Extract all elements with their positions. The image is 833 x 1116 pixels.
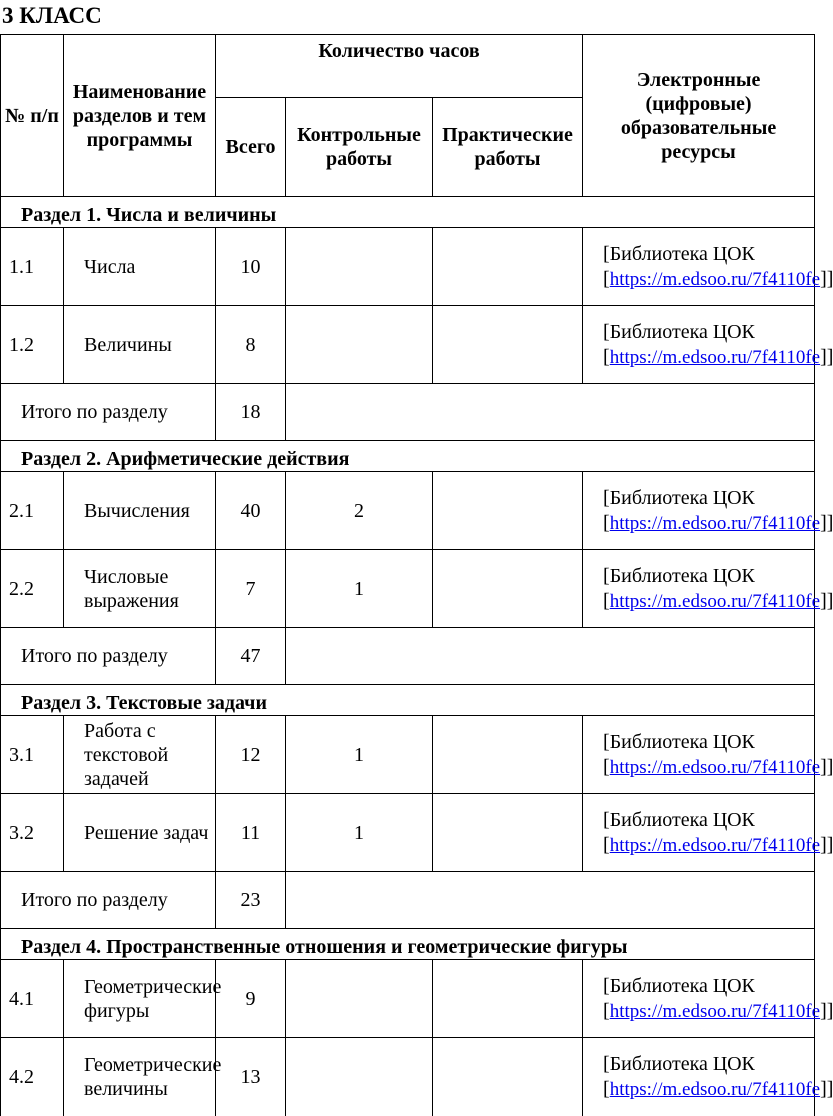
row-total: 13 — [216, 1038, 286, 1116]
table-row — [1, 472, 815, 550]
row-resource — [583, 1038, 833, 1116]
header-total: Всего — [216, 98, 286, 197]
header-name: Наименование разделов и тем программы — [64, 35, 216, 197]
row-resource — [583, 472, 833, 550]
resource-link[interactable]: https://m.edsoo.ru/7f4110fe — [609, 268, 821, 290]
row-practice — [433, 794, 583, 872]
row-name: Геометрические фигуры — [64, 960, 216, 1038]
subtotal-row — [1, 872, 815, 929]
resource-link[interactable]: https://m.edsoo.ru/7f4110fe — [609, 512, 821, 534]
table-row — [1, 1038, 815, 1116]
page-title: 3 КЛАСС — [2, 3, 102, 28]
header-hours: Количество часов — [216, 35, 583, 98]
row-total: 10 — [216, 228, 286, 306]
resource-prefix: [Библиотека ЦОК [ — [603, 486, 755, 534]
curriculum-table — [0, 34, 833, 1116]
resource-link[interactable]: https://m.edsoo.ru/7f4110fe — [609, 1078, 821, 1100]
row-total: 9 — [216, 960, 286, 1038]
section-title: Раздел 1. Числа и величины — [1, 197, 815, 228]
resource-suffix: ]] — [820, 999, 833, 1022]
resource-prefix: [Библиотека ЦОК [ — [603, 808, 755, 856]
resource-suffix: ]] — [820, 345, 833, 368]
resource-link[interactable]: https://m.edsoo.ru/7f4110fe — [609, 834, 821, 856]
row-control: 2 — [286, 472, 433, 550]
subtotal-label: Итого по разделу — [1, 628, 216, 685]
row-control: 1 — [286, 794, 433, 872]
row-resource — [583, 228, 833, 306]
resource-prefix: [Библиотека ЦОК [ — [603, 564, 755, 612]
table-body — [1, 197, 833, 1116]
subtotal-value: 18 — [216, 384, 286, 441]
resource-suffix: ]] — [820, 511, 833, 534]
table-row — [1, 550, 815, 628]
row-resource — [583, 716, 833, 794]
subtotal-row — [1, 628, 815, 685]
header-resources: Электронные (цифровые) образовательные ресурсы — [583, 35, 815, 197]
row-total: 12 — [216, 716, 286, 794]
section-row — [1, 441, 815, 472]
section-row — [1, 685, 815, 716]
resource-suffix: ]] — [820, 1077, 833, 1100]
row-number: 4.1 — [1, 960, 64, 1038]
header-row-1 — [1, 35, 815, 98]
row-resource — [583, 306, 833, 384]
row-practice — [433, 472, 583, 550]
row-number: 3.2 — [1, 794, 64, 872]
row-name: Величины — [64, 306, 216, 384]
resource-prefix: [Библиотека ЦОК [ — [603, 1052, 755, 1100]
row-control — [286, 228, 433, 306]
subtotal-empty — [286, 628, 815, 685]
row-number: 2.1 — [1, 472, 64, 550]
row-practice — [433, 1038, 583, 1116]
subtotal-row — [1, 384, 815, 441]
row-practice — [433, 716, 583, 794]
subtotal-label: Итого по разделу — [1, 872, 216, 929]
resource-suffix: ]] — [820, 267, 833, 290]
section-title: Раздел 2. Арифметические действия — [1, 441, 815, 472]
section-title: Раздел 3. Текстовые задачи — [1, 685, 815, 716]
row-name: Числовые выражения — [64, 550, 216, 628]
section-row — [1, 929, 815, 960]
row-practice — [433, 550, 583, 628]
table-row — [1, 794, 815, 872]
row-total: 7 — [216, 550, 286, 628]
table-row — [1, 960, 815, 1038]
subtotal-label: Итого по разделу — [1, 384, 216, 441]
resource-prefix: [Библиотека ЦОК [ — [603, 974, 755, 1022]
table-row — [1, 228, 815, 306]
row-name: Решение задач — [64, 794, 216, 872]
row-number: 3.1 — [1, 716, 64, 794]
resource-suffix: ]] — [820, 833, 833, 856]
resource-link[interactable]: https://m.edsoo.ru/7f4110fe — [609, 346, 821, 368]
row-control — [286, 306, 433, 384]
row-control — [286, 1038, 433, 1116]
subtotal-empty — [286, 872, 815, 929]
resource-link[interactable]: https://m.edsoo.ru/7f4110fe — [609, 590, 821, 612]
row-practice — [433, 228, 583, 306]
resource-suffix: ]] — [820, 589, 833, 612]
resource-suffix: ]] — [820, 755, 833, 778]
row-practice — [433, 306, 583, 384]
row-number: 1.1 — [1, 228, 64, 306]
row-total: 40 — [216, 472, 286, 550]
row-control — [286, 960, 433, 1038]
header-practice: Практические работы — [433, 98, 583, 197]
resource-prefix: [Библиотека ЦОК [ — [603, 242, 755, 290]
row-control: 1 — [286, 716, 433, 794]
subtotal-empty — [286, 384, 815, 441]
row-resource — [583, 550, 833, 628]
subtotal-value: 23 — [216, 872, 286, 929]
resource-link[interactable]: https://m.edsoo.ru/7f4110fe — [609, 1000, 821, 1022]
row-name: Числа — [64, 228, 216, 306]
table-row — [1, 716, 815, 794]
section-title: Раздел 4. Пространственные отношения и геометрические фигуры — [1, 929, 815, 960]
table-row — [1, 306, 815, 384]
section-row — [1, 197, 815, 228]
subtotal-value: 47 — [216, 628, 286, 685]
header-num: № п/п — [1, 35, 64, 197]
row-total: 8 — [216, 306, 286, 384]
row-name: Работа с текстовой задачей — [64, 716, 216, 794]
resource-link[interactable]: https://m.edsoo.ru/7f4110fe — [609, 756, 821, 778]
row-number: 1.2 — [1, 306, 64, 384]
row-resource — [583, 794, 833, 872]
row-total: 11 — [216, 794, 286, 872]
row-control: 1 — [286, 550, 433, 628]
row-number: 4.2 — [1, 1038, 64, 1116]
row-name: Вычисления — [64, 472, 216, 550]
resource-prefix: [Библиотека ЦОК [ — [603, 320, 755, 368]
row-practice — [433, 960, 583, 1038]
header-control: Контрольные работы — [286, 98, 433, 197]
row-resource — [583, 960, 833, 1038]
resource-prefix: [Библиотека ЦОК [ — [603, 730, 755, 778]
row-name: Геометрические величины — [64, 1038, 216, 1116]
row-number: 2.2 — [1, 550, 64, 628]
